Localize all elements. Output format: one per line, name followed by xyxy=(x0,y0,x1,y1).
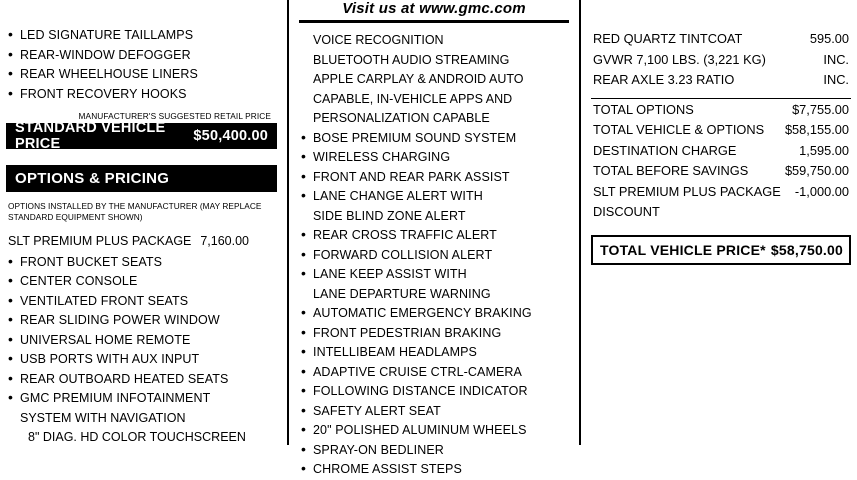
table-row xyxy=(591,161,851,182)
list-item: • SAFETY ALERT SEAT xyxy=(299,402,569,422)
total-vehicle-price-box xyxy=(591,235,851,265)
total-value: $7,755.00 xyxy=(792,101,849,117)
total-value: 1,595.00 xyxy=(799,142,849,158)
package-price: 7,160.00 xyxy=(200,234,249,248)
list-item: • UNIVERSAL HOME REMOTE xyxy=(6,331,277,351)
table-row xyxy=(591,182,851,203)
list-item: • CHROME ASSIST STEPS xyxy=(299,460,569,480)
totals-table xyxy=(591,100,851,223)
list-item: • LED SIGNATURE TAILLAMPS xyxy=(6,26,277,46)
standard-features-list xyxy=(6,26,277,104)
standard-vehicle-price-bar xyxy=(6,120,277,152)
list-item: • FRONT AND REAR PARK ASSIST xyxy=(299,168,569,188)
website-header: Visit us at www.gmc.com xyxy=(342,0,526,17)
options-pricing-title: OPTIONS & PRICING xyxy=(15,170,170,187)
total-label: TOTAL BEFORE SAVINGS xyxy=(593,163,749,178)
list-item: • LANE CHANGE ALERT WITH xyxy=(299,187,569,207)
option-value: INC. xyxy=(823,51,849,67)
total-value: $58,155.00 xyxy=(784,122,849,137)
list-item: • INTELLIBEAM HEADLAMPS xyxy=(299,343,569,363)
list-item: • SPRAY-ON BEDLINER xyxy=(299,441,569,461)
middle-features-list xyxy=(299,129,569,480)
option-label: RED QUARTZ TINTCOAT xyxy=(593,31,743,46)
total-label: DESTINATION CHARGE xyxy=(593,142,737,158)
list-item: • VENTILATED FRONT SEATS xyxy=(6,292,277,312)
table-row xyxy=(591,50,851,71)
standard-vehicle-price-label: STANDARD VEHICLE PRICE xyxy=(15,120,166,152)
right-column xyxy=(579,0,857,445)
package-label: SLT PREMIUM PLUS PACKAGE xyxy=(8,234,192,248)
left-top-spacer xyxy=(6,0,277,26)
list-item: • AUTOMATIC EMERGENCY BRAKING xyxy=(299,304,569,324)
option-value: 595.00 xyxy=(809,31,849,46)
table-row xyxy=(591,29,851,50)
detail-line: CAPABLE, IN-VEHICLE APPS AND xyxy=(313,91,513,106)
header-divider xyxy=(299,20,569,23)
total-label-continuation: DISCOUNT xyxy=(593,204,660,219)
list-item: • REAR SLIDING POWER WINDOW xyxy=(6,311,277,331)
list-item: • FOLLOWING DISTANCE INDICATOR xyxy=(299,382,569,402)
list-item: • FRONT PEDESTRIAN BRAKING xyxy=(299,324,569,344)
list-item: • REAR-WINDOW DEFOGGER xyxy=(6,46,277,66)
detail-line: PERSONALIZATION CAPABLE xyxy=(313,111,490,125)
list-item: • FRONT RECOVERY HOOKS xyxy=(6,85,277,105)
msrp-caption: MANUFACTURER'S SUGGESTED RETAIL PRICE xyxy=(78,111,271,121)
list-item: • LANE KEEP ASSIST WITH xyxy=(299,265,569,285)
package-feature-continuation: SYSTEM WITH NAVIGATION xyxy=(20,410,186,425)
list-item: • USB PORTS WITH AUX INPUT xyxy=(6,350,277,370)
list-item: • REAR WHEELHOUSE LINERS xyxy=(6,65,277,85)
option-label: GVWR 7,100 LBS. (3,221 KG) xyxy=(593,51,766,67)
list-item: • REAR CROSS TRAFFIC ALERT xyxy=(299,226,569,246)
table-row xyxy=(591,141,851,162)
list-item-continuation: LANE DEPARTURE WARNING xyxy=(313,286,491,301)
total-value: $59,750.00 xyxy=(784,163,849,178)
list-item: • BOSE PREMIUM SOUND SYSTEM xyxy=(299,129,569,149)
detail-line: APPLE CARPLAY & ANDROID AUTO xyxy=(313,72,524,86)
right-top-spacer xyxy=(591,0,851,29)
options-fineprint: OPTIONS INSTALLED BY THE MANUFACTURER (MAY REPLACE STANDARD EQUIPMENT SHOWN) xyxy=(8,201,262,222)
list-item: • FORWARD COLLISION ALERT xyxy=(299,246,569,266)
list-item: • REAR OUTBOARD HEATED SEATS xyxy=(6,370,277,390)
option-value: INC. xyxy=(823,72,849,87)
total-label: TOTAL OPTIONS xyxy=(593,101,694,117)
total-label: TOTAL VEHICLE & OPTIONS xyxy=(593,122,765,137)
total-vehicle-price-value: $58,750.00 xyxy=(770,241,843,258)
middle-column xyxy=(287,0,577,476)
list-item: • 20" POLISHED ALUMINUM WHEELS xyxy=(299,421,569,441)
table-row xyxy=(591,100,851,121)
list-item: • FRONT BUCKET SEATS xyxy=(6,253,277,273)
package-feature-continuation: 8" DIAG. HD COLOR TOUCHSCREEN xyxy=(28,430,246,444)
list-item: • CENTER CONSOLE xyxy=(6,272,277,292)
total-value: -1,000.00 xyxy=(794,183,849,199)
list-item: • GMC PREMIUM INFOTAINMENT xyxy=(6,389,277,409)
list-item: • ADAPTIVE CRUISE CTRL-CAMERA xyxy=(299,363,569,383)
standard-vehicle-price-value: $50,400.00 xyxy=(193,128,268,144)
options-pricing-header xyxy=(6,165,277,192)
detail-line: VOICE RECOGNITION xyxy=(313,33,444,47)
total-vehicle-price-label: TOTAL VEHICLE PRICE* xyxy=(600,241,766,258)
table-row xyxy=(591,120,851,141)
total-label: SLT PREMIUM PLUS PACKAGE xyxy=(593,183,781,199)
detail-line: BLUETOOTH AUDIO STREAMING xyxy=(313,52,510,67)
standalone-options-table xyxy=(591,29,851,91)
left-column xyxy=(0,0,285,445)
list-item-continuation: SIDE BLIND ZONE ALERT xyxy=(313,208,466,223)
totals-divider xyxy=(591,98,851,99)
list-item: • WIRELESS CHARGING xyxy=(299,148,569,168)
package-row xyxy=(6,232,277,252)
infotainment-detail-lines xyxy=(299,31,569,129)
option-label: REAR AXLE 3.23 RATIO xyxy=(593,72,735,87)
package-features-list xyxy=(6,253,277,409)
table-row xyxy=(591,70,851,91)
